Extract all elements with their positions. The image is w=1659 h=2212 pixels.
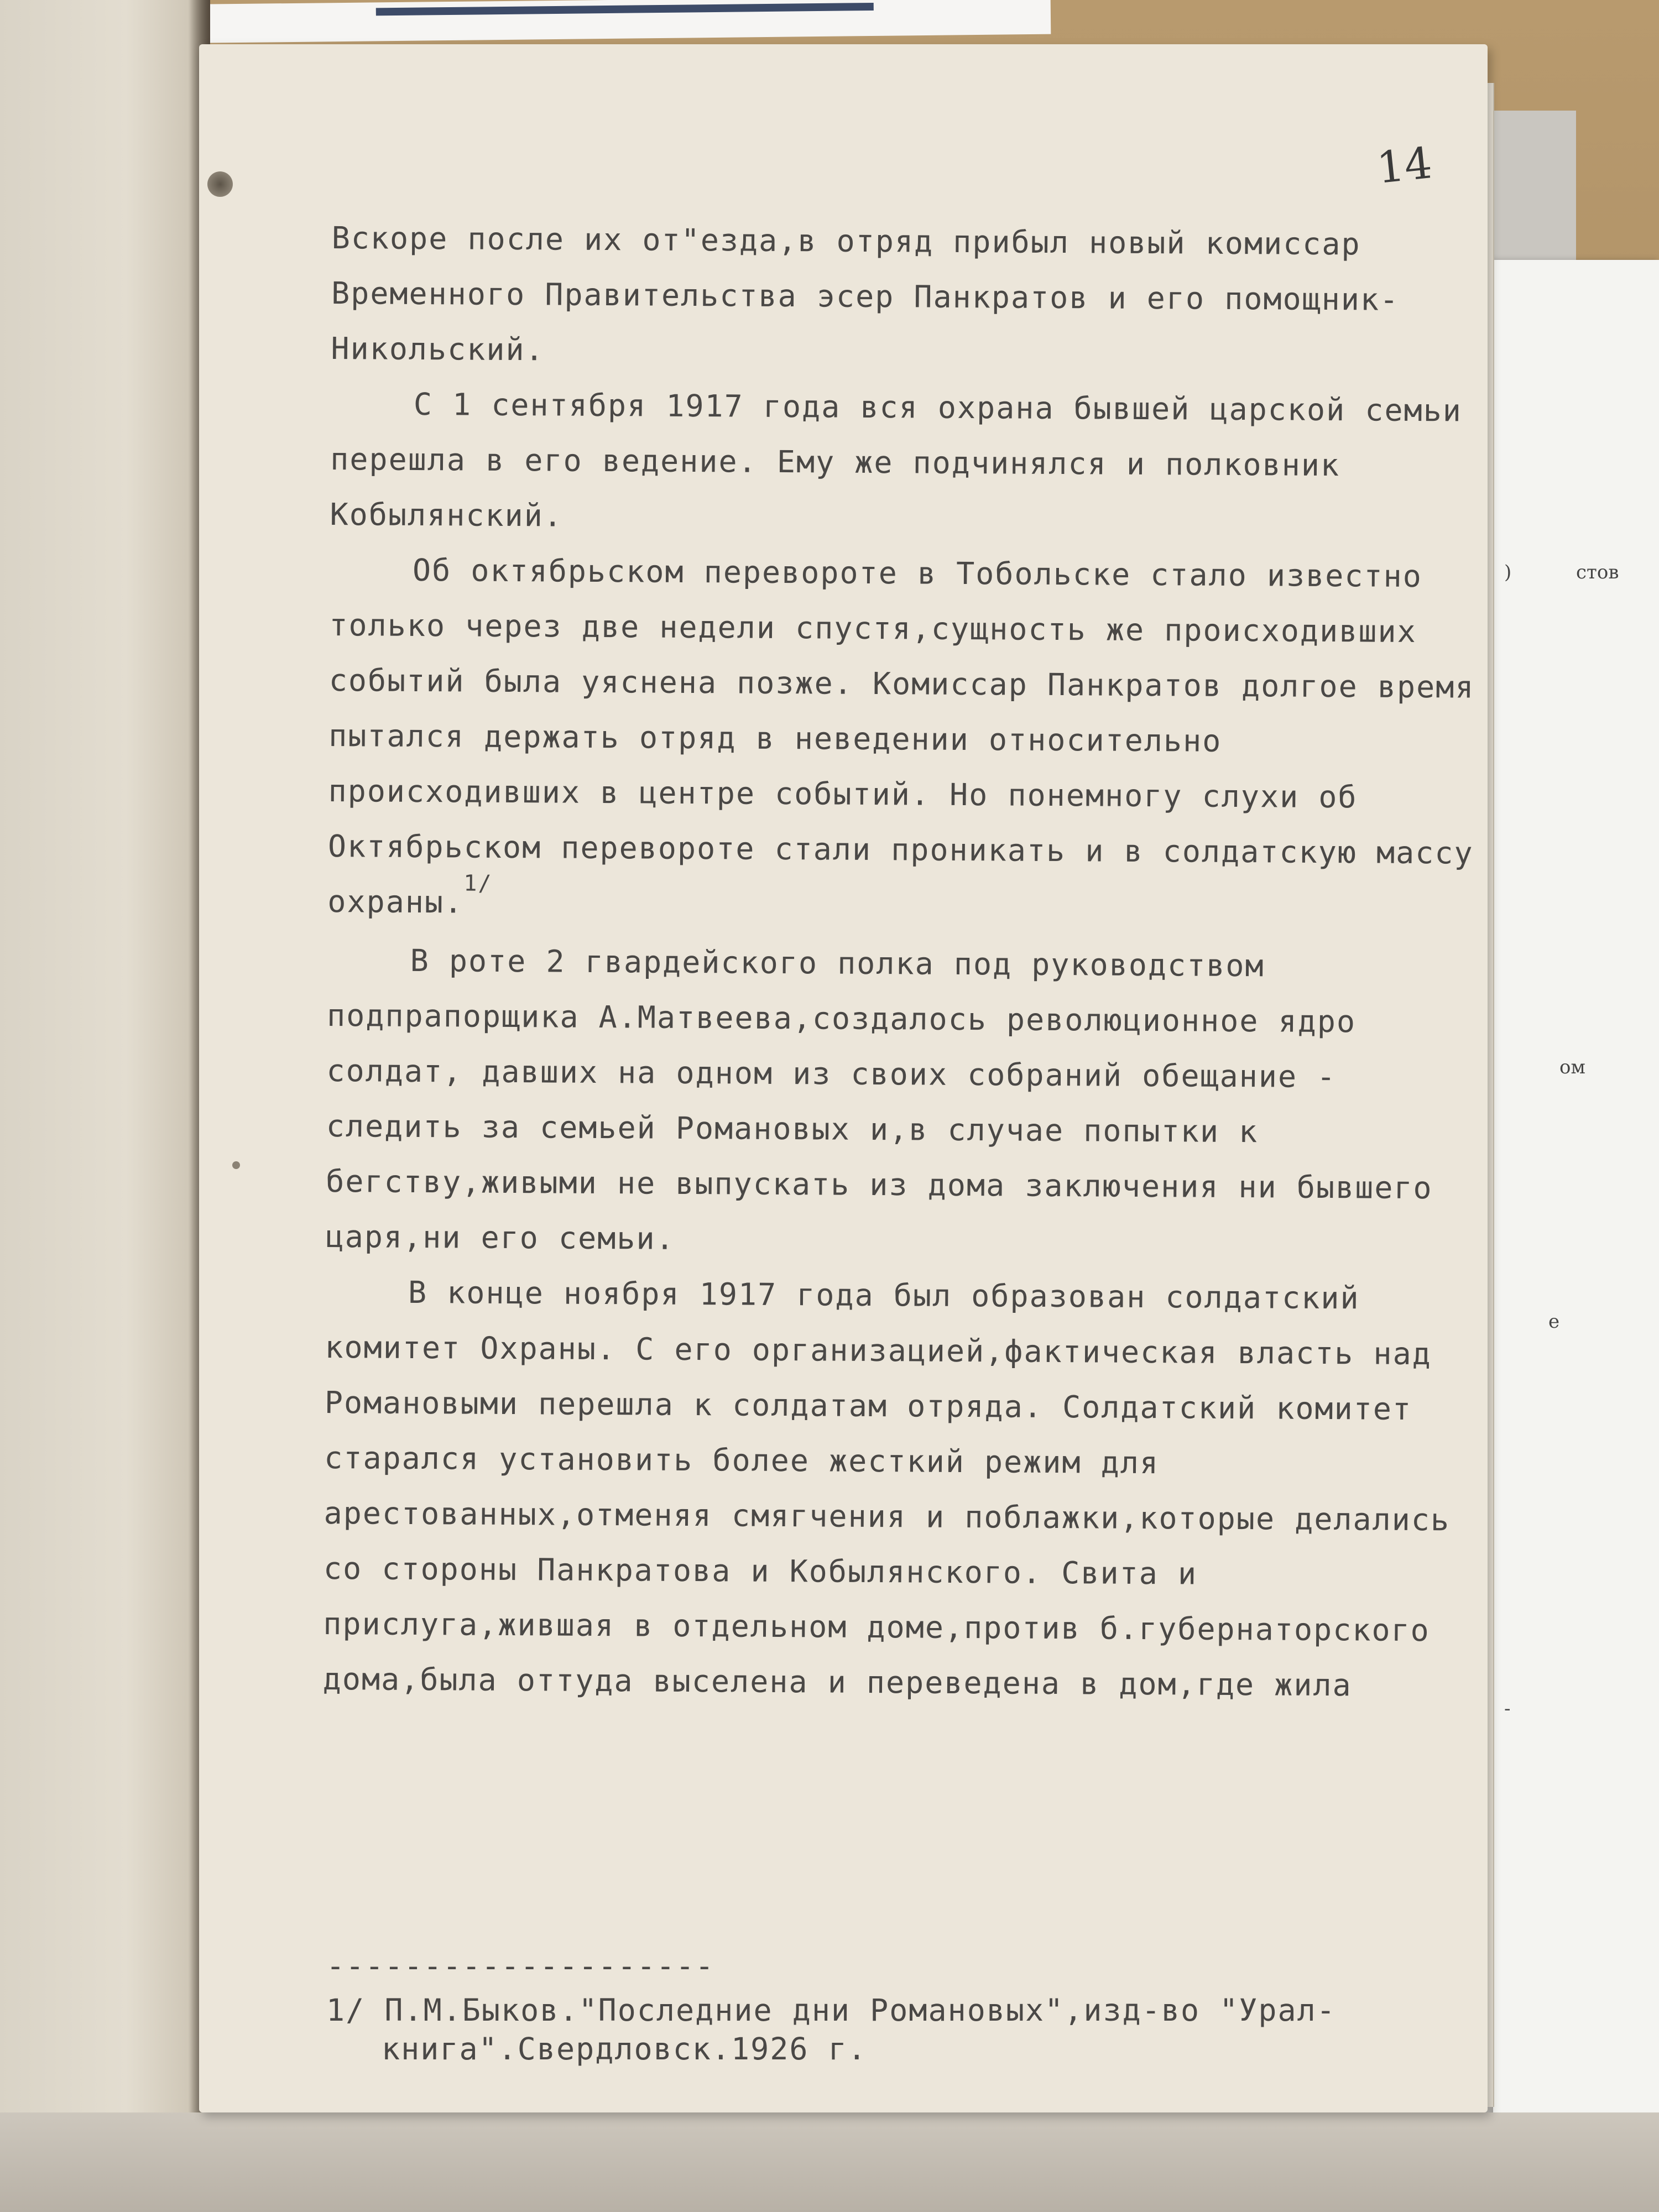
side-fragment-paren: ) <box>1504 561 1512 583</box>
footnote-line-1: 1/ П.М.Быков."Последние дни Романовых",изд-во "Урал- <box>326 1992 1336 2028</box>
punch-hole <box>207 171 233 197</box>
footnote-rule: -------------------- <box>326 1948 715 1984</box>
background-document <box>1493 260 1659 2212</box>
document-body <box>322 210 1493 1714</box>
footnote-marker: 1/ <box>463 870 493 896</box>
binder-left-page <box>0 0 210 2212</box>
page-bottom-edge <box>0 2112 1659 2212</box>
paper-spot <box>232 1161 240 1169</box>
paragraph-1: Вскоре после их от"езда,в отряд прибыл новый комиссар Временного Правительства эсер Панкратов и его помощник-Никольский. <box>331 220 1400 368</box>
paragraph-3-text: Об октябрьском перевороте в Тобольске стало известно только через две недели спустя,сущность же происходивших событий была уяснена позже. Комиссар Панкратов долгое время пытался держать отряд в неведении относительно происходивших в центре событий. Но понемногу слухи об Октябрьском перевороте стали проникать и в солдатскую массу охраны. <box>327 552 1494 920</box>
page-number: 14 <box>1374 138 1434 194</box>
paragraph-5: В конце ноября 1917 года был образован солдатский комитет Охраны. С его организацией,фактическая власть над Романовыми перешла к солдатам отряда. Солдатский комитет старался установить более жесткий режим для арестованных,отменяя смягчения и поблажки,которые делались со стороны Панкратова и Кобылянского. Свита и прислуга,жившая в отдельном доме,против б.губернаторского дома,была оттуда выселена и переведена в дом,где жила <box>322 1274 1470 1703</box>
side-fragment-om: ом <box>1559 1056 1585 1078</box>
side-fragment-e: е <box>1548 1311 1560 1333</box>
paragraph-4: В роте 2 гвардейского полка под руководством подпрапорщика А.Матвеева,создалось революционное ядро солдат, давших на одном из своих собраний обещание - следить за семьей Романовых и,в случае попытки к бегству,живыми не выпускать из дома заключения ни бывшего царя,ни его семьи. <box>325 942 1452 1256</box>
paragraph-3 <box>327 542 1494 940</box>
side-fragment-dash: - <box>1504 1698 1511 1720</box>
footnote <box>326 1991 1488 2068</box>
footnote-line-2: книга".Свердловск.1926 г. <box>382 2031 867 2067</box>
side-fragment-stov: стов <box>1576 561 1619 583</box>
paragraph-2: С 1 сентября 1917 года вся охрана бывшей царской семьи перешла в его ведение. Ему же подчинялся и полковник Кобылянский. <box>330 386 1482 534</box>
